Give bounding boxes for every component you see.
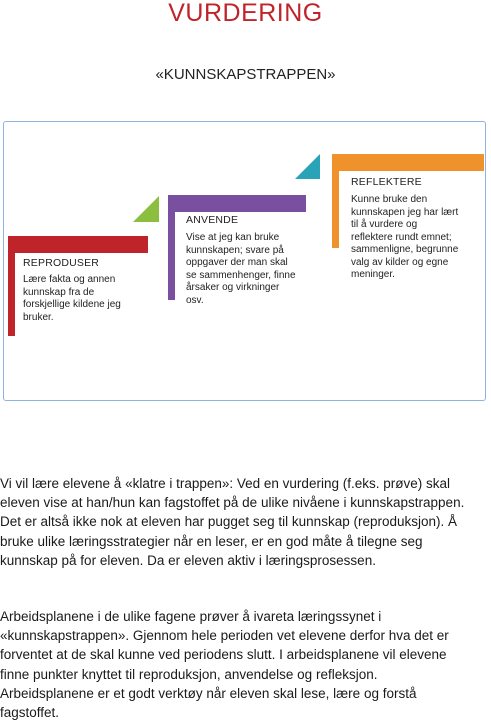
step-reflektere-text: Kunne bruke den kunnskapen jeg har lært til å vurdere og reflektere rundt emnet; sammenligne, begrunne valg av kilder og egne meninger. xyxy=(351,194,459,280)
step-anvende-text: Vise at jeg kan bruke kunnskapen; svare på oppgaver der man skal se sammenhenger, finne årsaker og virkninger osv. xyxy=(186,232,296,306)
step-anvende-bar xyxy=(168,195,306,212)
step-anvende-side xyxy=(168,195,175,300)
step-reflektere-bar xyxy=(332,154,484,171)
paragraph-work-plans: Arbeidsplanene i de ulike fagene prøver å ivareta læringssynet i «kunnskapstrappen». Gjennom hele perioden vet elevene derfor hva det er forventet at de skal kunne ved periodens slutt. I arbeidsplanene vil elevene finne punkter knyttet til reproduksjon, anvendelse og refleksjon. Arbeidsplanene er et godt verktøy når eleven skal lese, lære og forstå fagstoffet. xyxy=(0,609,449,720)
step-reflektere-side xyxy=(332,154,339,248)
step-reproduser-text: Lære fakta og annen kunnskap fra de forskjellige kildene jeg bruker. xyxy=(23,274,121,323)
page-title: VURDERING xyxy=(168,0,323,27)
step-anvende-heading: ANVENDE xyxy=(186,214,239,226)
paragraph-intro: Vi vil lære elevene å «klatre i trappen»: Ved en vurdering (f.eks. prøve) skal eleven vise at han/hun kan fagstoffet på de ulike nivåene i kunnskapstrappen. Det er altså ikke nok at eleven har pugget seg til kunnskap (reproduksjon). Å bruke ulike læringsstrategier når en leser, er en god måte å tilegne seg kunnskap på for eleven. Da er eleven aktiv i læringsprosessen. xyxy=(0,476,465,568)
step-reproduser-bar xyxy=(8,236,148,253)
step-reflektere-heading: REFLEKTERE xyxy=(351,176,422,188)
step-reproduser-heading: REPRODUSER xyxy=(23,257,100,269)
page-subtitle: «KUNNSKAPSTRAPPEN» xyxy=(155,66,336,83)
step-reproduser-side xyxy=(8,236,15,336)
step-anvende-triangle xyxy=(295,154,320,179)
step-reproduser-triangle xyxy=(133,196,159,222)
staircase-diagram xyxy=(3,121,486,401)
